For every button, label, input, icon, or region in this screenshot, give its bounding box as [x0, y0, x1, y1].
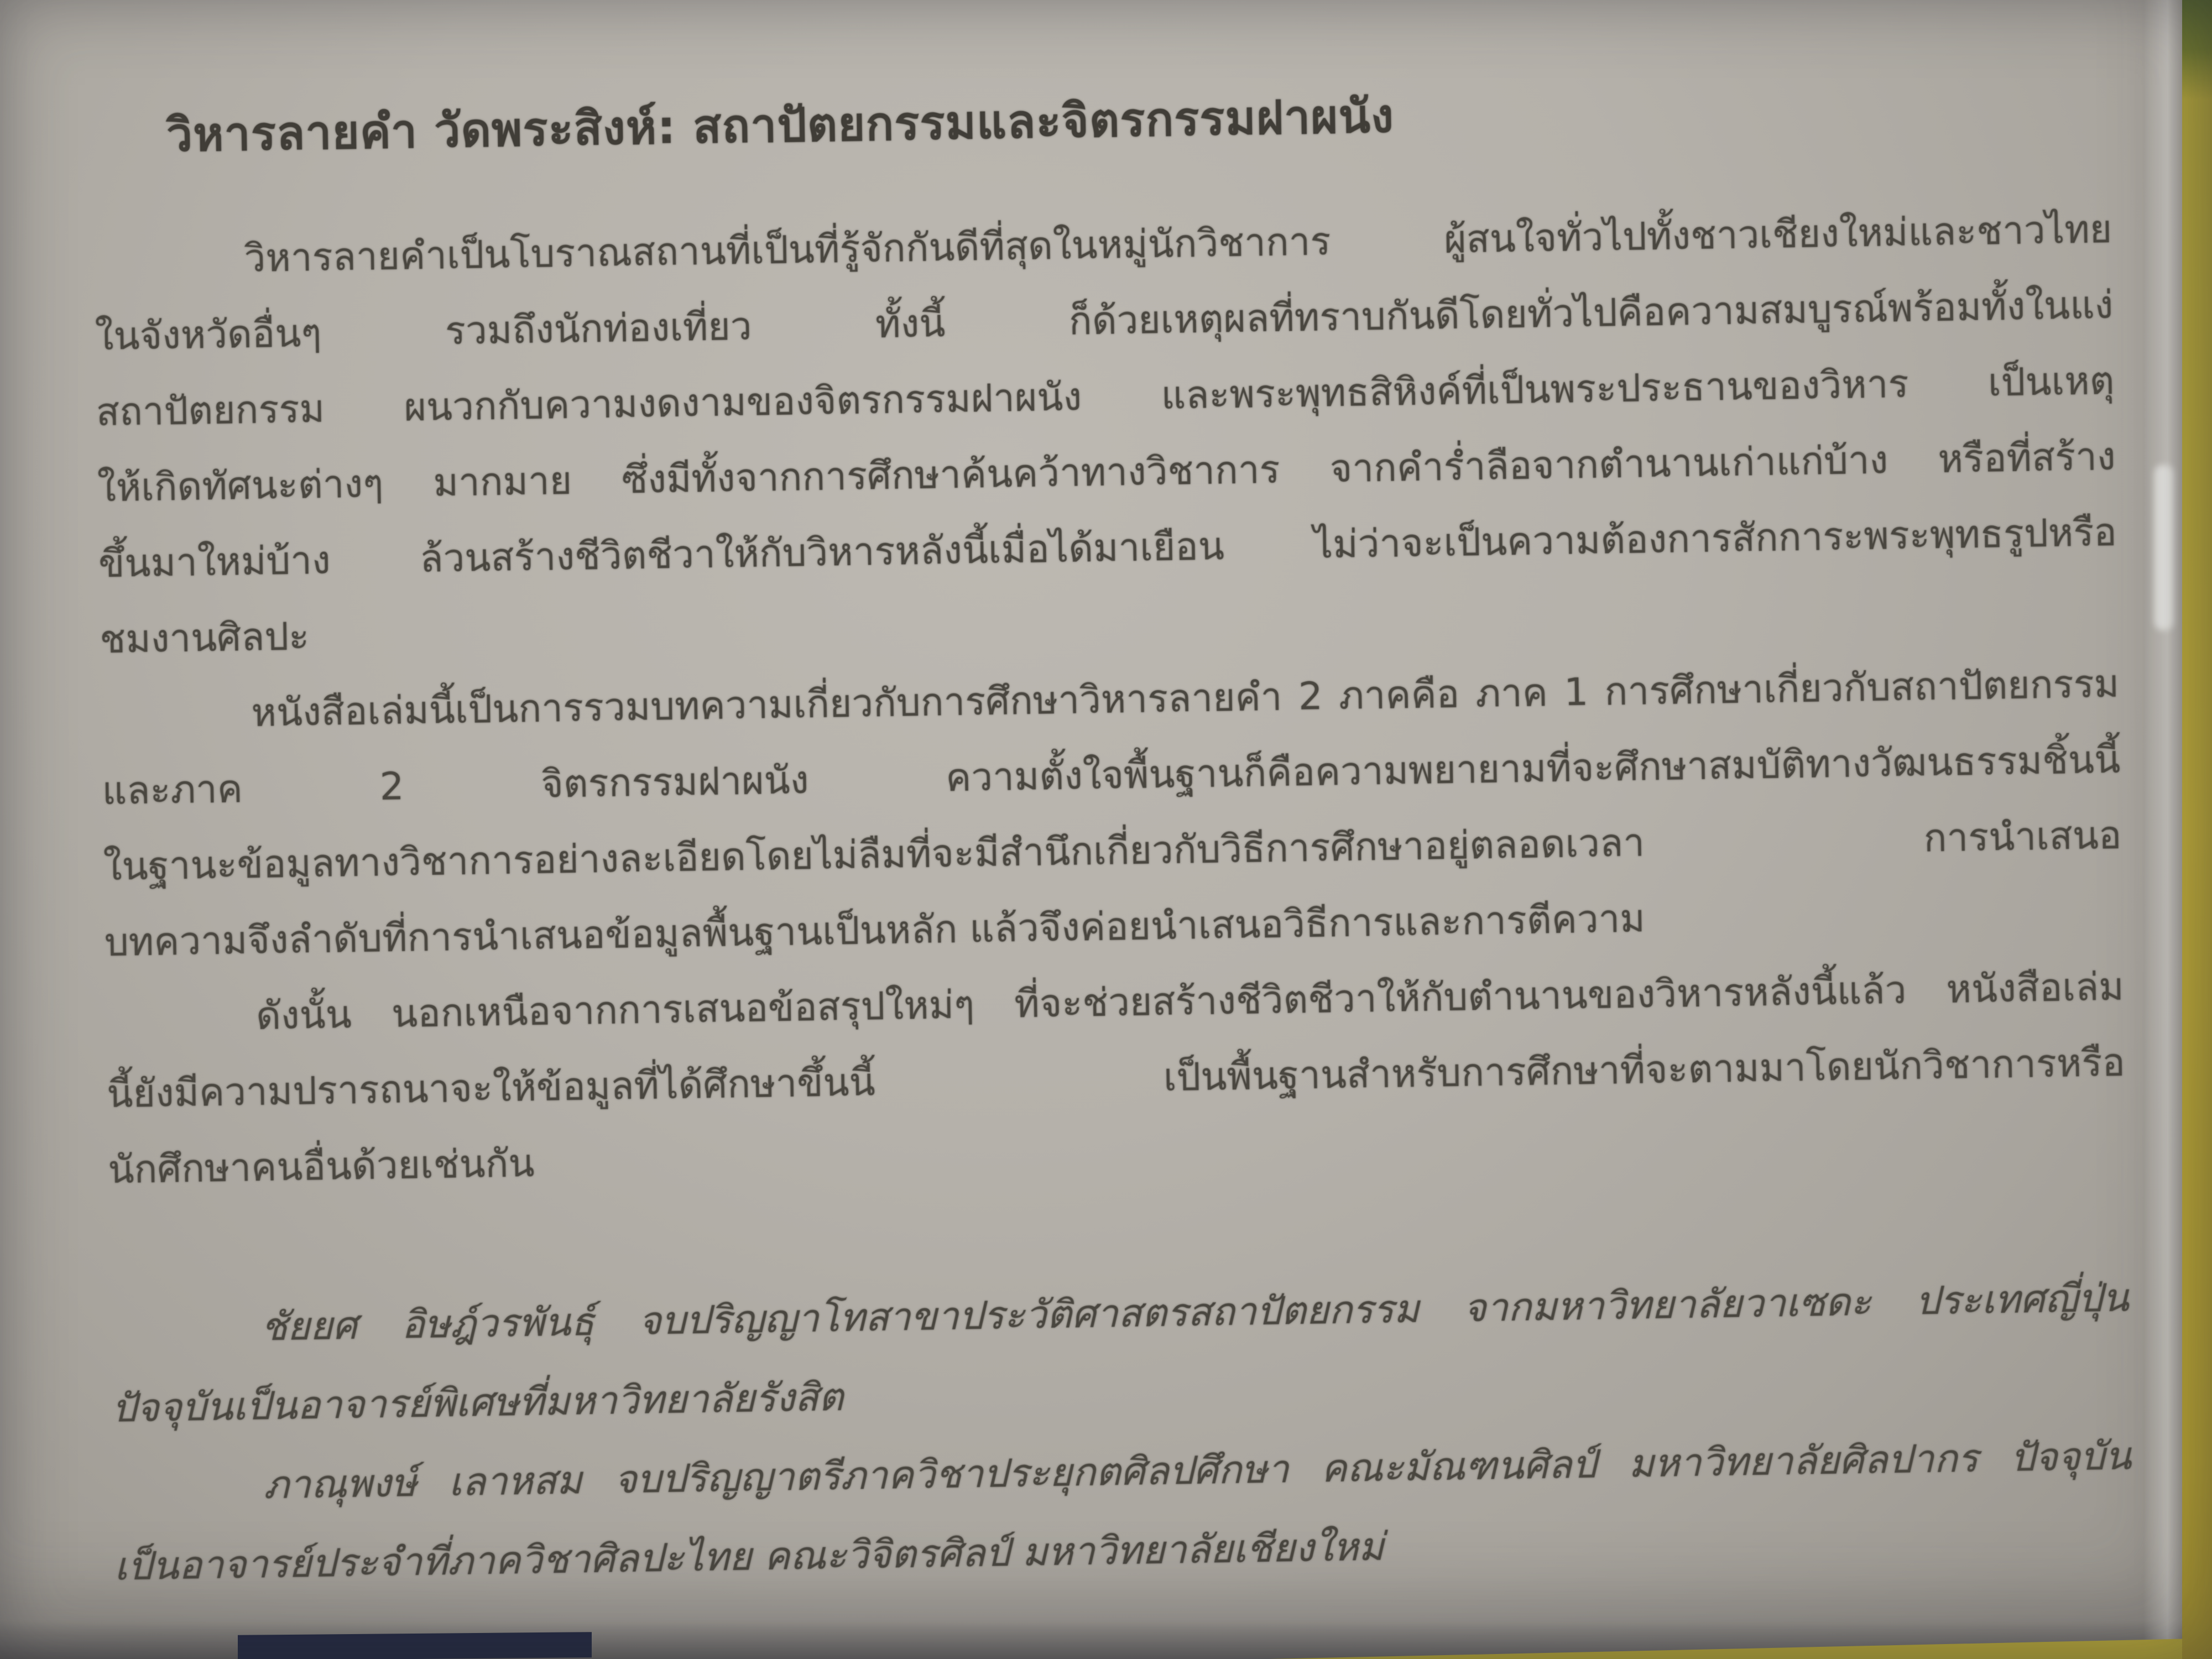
- author-2-bio-line1: จบปริญญาตรีภาควิชาประยุกตศิลปศึกษา คณะมัณฑนศิลป์ มหาวิทยาลัยศิลปากร ปัจจุบัน: [613, 1433, 2132, 1503]
- page-text-block: [91, 67, 2133, 1606]
- page-edge-highlight: [2143, 0, 2182, 1659]
- page-title: วิหารลายคำ วัดพระสิงห์: สถาปัตยกรรมและจิตรกรรมฝาผนัง: [166, 88, 1395, 162]
- paragraph-1: [93, 192, 2119, 678]
- author-2-bio-line2: เป็นอาจารย์ประจำที่ภาควิชาศิลปะไทย คณะวิจิตรศิลป์ มหาวิทยาลัยเชียงใหม่: [114, 1524, 1385, 1589]
- paragraph-2: [100, 646, 2123, 981]
- text-line: ขึ้นมาใหม่บ้าง ล้วนสร้างชีวิตชีวาให้กับวิหารหลังนี้เมื่อได้มาเยือน ไม่ว่าจะเป็นความต้องการสักการะพระพุทธรูปหรือ: [98, 510, 2117, 586]
- paragraph-3: [105, 949, 2127, 1208]
- text-line: วิหารลายคำเป็นโบราณสถานที่เป็นที่รู้จักกันดีที่สุดในหมู่นักวิชาการ ผู้สนใจทั่วไปทั้งชาวเชียงใหม่และชาวไทย: [243, 207, 2112, 281]
- text-line: สถาปัตยกรรม ผนวกกับความงดงามของจิตรกรรมฝาผนัง และพระพุทธสิหิงค์ที่เป็นพระประธานของวิหาร เป็นเหตุ: [96, 358, 2115, 435]
- text-line: ดังนั้น นอกเหนือจากการเสนอข้อสรุปใหม่ๆ ที่จะช่วยสร้างชีวิตชีวาให้กับตำนานของวิหารหลังนี้แล้ว หนังสือเล่ม: [255, 964, 2125, 1039]
- text-line: บทความจึงลำดับที่การนำเสนอข้อมูลพื้นฐานเป็นหลัก แล้วจึงค่อยนำเสนอวิธีการและการตีความ: [104, 896, 1646, 965]
- text-line: และภาค 2 จิตรกรรมฝาผนัง ความตั้งใจพื้นฐานก็คือความพยายามที่จะศึกษาสมบัติทางวัฒนธรรมชิ้นนี้: [102, 737, 2121, 813]
- author-bio-1: [110, 1258, 2131, 1448]
- text-line: ในฐานะข้อมูลทางวิชาการอย่างละเอียดโดยไม่ลืมที่จะมีสำนึกเกี่ยวกับวิธีการศึกษาอยู่ตลอดเวลา การนำเสนอ: [103, 813, 2122, 889]
- text-line: ในจังหวัดอื่นๆ รวมถึงนักท่องเที่ยว ทั้งนี้ ก็ด้วยเหตุผลที่ทราบกันดีโดยทั่วไปคือความสมบูรณ์พร้อมทั้งในแง่: [95, 283, 2114, 359]
- bottom-navy-band: [238, 1632, 592, 1659]
- text-line: นี้ยังมีความปรารถนาจะให้ข้อมูลที่ได้ศึกษาขึ้นนี้ เป็นพื้นฐานสำหรับการศึกษาที่จะตามมาโดยนักวิชาการหรือ: [106, 1040, 2126, 1117]
- cover-strip-right: [2182, 0, 2212, 1659]
- text-line: หนังสือเล่มนี้เป็นการรวมบทความเกี่ยวกับการศึกษาวิหารลายคำ 2 ภาคคือ ภาค 1 การศึกษาเกี่ยวกับสถาปัตยกรรม: [251, 661, 2120, 735]
- text-line: ให้เกิดทัศนะต่างๆ มากมาย ซึ่งมีทั้งจากการศึกษาค้นคว้าทางวิชาการ จากคำร่ำลือจากตำนานเก่าแก่บ้าง หรือที่สร้าง: [97, 434, 2116, 510]
- author-2-name: ภาณุพงษ์ เลาหสม: [263, 1457, 583, 1508]
- author-1-bio-line1: จบปริญญาโทสาขาประวัติศาสตรสถาปัตยกรรม จากมหาวิทยาลัยวาเซดะ ประเทศญี่ปุ่น: [638, 1275, 2130, 1344]
- author-bios-section: [110, 1258, 2133, 1606]
- author-1-name: ชัยยศ อิษฎ์วรพันธุ์: [260, 1298, 595, 1350]
- author-1-bio-line2: ปัจจุบันเป็นอาจารย์พิเศษที่มหาวิทยาลัยรังสิต: [111, 1374, 844, 1431]
- author-bio-2: [112, 1416, 2133, 1606]
- text-line: นักศึกษาคนอื่นด้วยเช่นกัน: [107, 1141, 535, 1192]
- text-line: ชมงานศิลปะ: [99, 614, 310, 662]
- page-edge-glare: [2154, 465, 2173, 630]
